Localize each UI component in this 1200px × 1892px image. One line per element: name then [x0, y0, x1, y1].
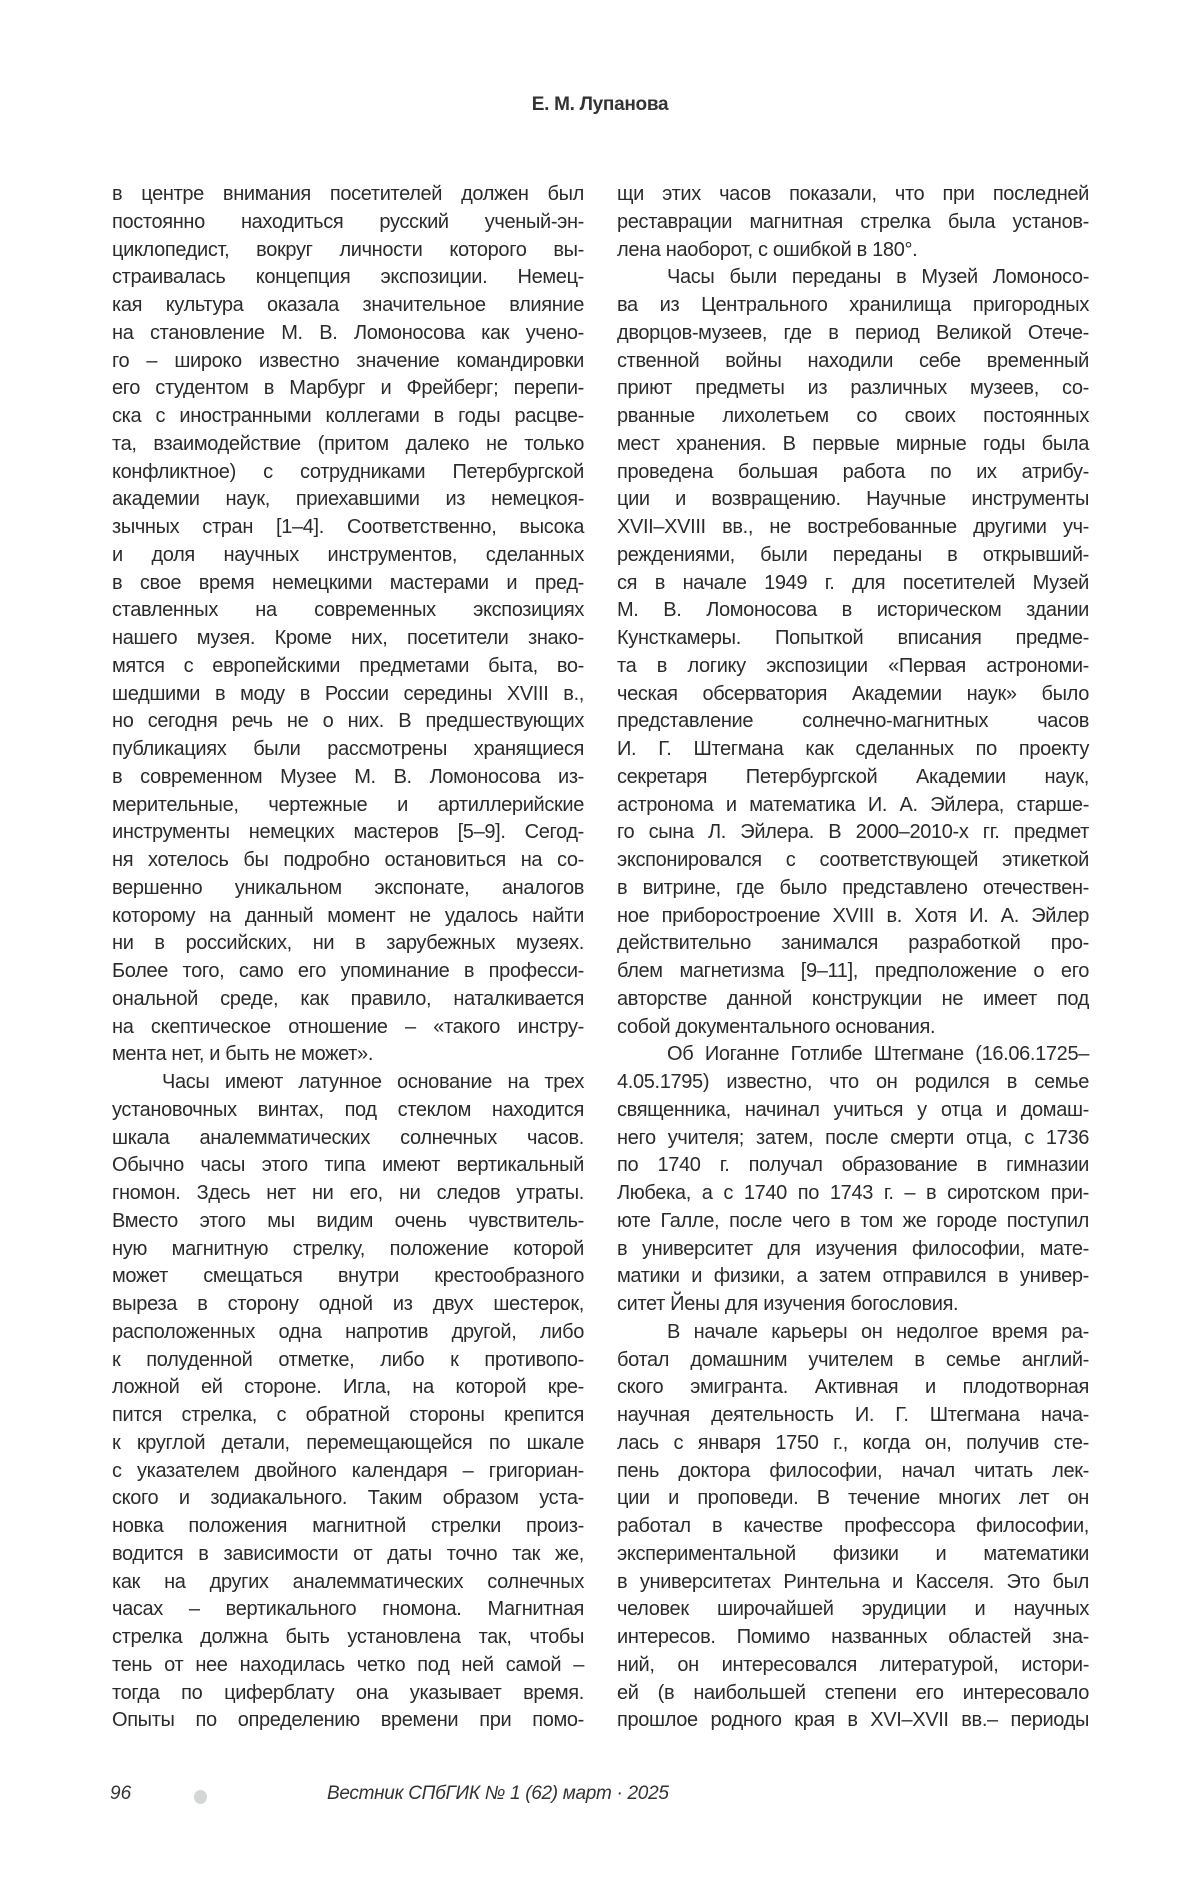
journal-title: Вестник СПбГИК № 1 (62) март · 2025	[327, 1783, 669, 1804]
text-line: ческая обсерватория Академии наук» было	[617, 682, 1089, 705]
text-line: гномон. Здесь нет ни его, ни следов утраты.	[112, 1182, 584, 1204]
text-line: Вместо этого мы видим очень чувствитель-	[112, 1209, 584, 1232]
text-line: та, взаимодействие (притом далеко не только	[112, 432, 584, 455]
text-line: экспонировался с соответствующей этикеткой	[617, 849, 1089, 871]
text-line: го – широко известно значение командировки	[112, 349, 584, 372]
text-line: часах – вертикального гномона. Магнитная	[112, 1598, 584, 1621]
text-line: зычных стран [1–4]. Соответственно, высока	[112, 516, 584, 538]
text-line: Любека, а с 1740 по 1743 г. – в сиротском при-	[617, 1182, 1089, 1204]
text-line: астронома и математика И. А. Эйлера, старше-	[617, 793, 1089, 816]
text-line: ся в начале 1949 г. для посетителей Музей	[617, 571, 1089, 594]
text-line: го сына Л. Эйлера. В 2000–2010-х гг. предмет	[617, 821, 1089, 844]
text-line: ни в российских, ни в зарубежных музеях.	[112, 932, 584, 955]
left-column	[112, 181, 584, 1735]
text-line: Обычно часы этого типа имеют вертикальный	[112, 1154, 584, 1177]
text-line: к полуденной отметке, либо к противопо-	[112, 1348, 584, 1371]
text-line: лена наоборот, с ошибкой в 180°.	[617, 238, 918, 261]
text-line: Опыты по определению времени при помо-	[112, 1709, 584, 1732]
text-line: Часы имеют латунное основание на трех	[162, 1071, 584, 1093]
text-line: экспериментальной физики и математики	[617, 1542, 1089, 1565]
text-line: циклопедист, вокруг личности которого вы-	[112, 238, 584, 261]
text-line: Часы были переданы в Музей Ломоносо-	[667, 266, 1089, 289]
paragraph	[112, 181, 584, 1069]
text-line: ональной среде, как правило, наталкивается	[112, 987, 584, 1010]
text-line: ную магнитную стрелку, положение которой	[112, 1237, 584, 1260]
text-line: ва из Центрального хранилища пригородных	[617, 294, 1089, 316]
text-line: ей (в наибольшей степени его интересовало	[617, 1681, 1089, 1704]
text-line: шедшими в моду в России середины XVIII в.,	[112, 682, 584, 705]
text-line: 4.05.1795) известно, что он родился в семье	[617, 1071, 1089, 1093]
text-line: пень доктора философии, начал читать лек-	[617, 1459, 1089, 1482]
text-line: ня хотелось бы подробно остановиться на со-	[112, 849, 584, 871]
text-line: интересов. Помимо названных областей зна-	[617, 1626, 1089, 1648]
text-line: водится в зависимости от даты точно так же,	[112, 1542, 584, 1565]
text-line: юте Галле, после чего в том же городе поступил	[617, 1209, 1089, 1232]
text-line: установочных винтах, под стеклом находится	[112, 1098, 584, 1121]
text-line: на становление М. В. Ломоносова как учено-	[112, 321, 584, 344]
text-line: мест хранения. В первые мирные годы была	[617, 432, 1089, 455]
text-line: ственной войны находили себе временный	[617, 349, 1089, 372]
text-line: и доля научных инструментов, сделанных	[112, 543, 584, 566]
footer-dot-icon	[194, 1790, 207, 1804]
text-line: щи этих часов показали, что при последней	[617, 183, 1089, 205]
page-number: 96	[110, 1783, 132, 1804]
text-line: постоянно находиться русский ученый-эн-	[112, 210, 584, 233]
text-line: пится стрелка, с обратной стороны крепится	[112, 1404, 584, 1426]
text-line: дворцов-музеев, где в период Великой Отече-	[617, 321, 1089, 344]
text-line: ставленных на современных экспозициях	[112, 599, 584, 622]
text-line: в центре внимания посетителей должен был	[112, 183, 584, 205]
text-line: публикациях были рассмотрены хранящиеся	[112, 738, 584, 760]
text-line: академии наук, приехавшими из немецкоя-	[112, 488, 584, 511]
text-line: Кунсткамеры. Попыткой вписания предме-	[617, 627, 1089, 649]
text-line: прошлое родного края в XVI–XVII вв.– периоды	[617, 1709, 1089, 1732]
running-head-author: Е. М. Лупанова	[531, 94, 669, 115]
text-line: ситет Йены для изучения богословия.	[617, 1293, 959, 1315]
text-line: но сегодня речь не о них. В предшествующих	[112, 710, 584, 733]
text-line: блем магнетизма [9–11], предположение о его	[617, 960, 1089, 982]
text-line: ложной ей стороне. Игла, на которой кре-	[112, 1376, 584, 1399]
text-line: ботал домашним учителем в семье англий-	[617, 1348, 1089, 1371]
text-line: тогда по циферблату она указывает время.	[112, 1681, 584, 1704]
right-column	[617, 181, 1089, 1735]
text-line: реждениями, были переданы в открывший-	[617, 543, 1089, 566]
text-line: И. Г. Штегмана как сделанных по проекту	[617, 738, 1089, 760]
paragraph	[617, 264, 1089, 1041]
text-line: мятся с европейскими предметами быта, во-	[112, 654, 584, 677]
text-line: проведена большая работа по их атрибу-	[617, 460, 1089, 483]
text-line: ции и возвращению. Научные инструменты	[617, 488, 1089, 511]
text-line: матики и физики, а затем отправился в универ-	[617, 1265, 1089, 1288]
paragraph	[617, 181, 1089, 264]
text-line: Более того, само его упоминание в професси-	[112, 960, 584, 982]
text-line: XVII–XVIII вв., не востребованные другими уч-	[617, 516, 1089, 538]
text-line: в университетах Ринтельна и Касселя. Это был	[617, 1570, 1089, 1593]
text-line: человек широчайшей эрудиции и научных	[617, 1598, 1089, 1621]
text-line: ции и проповеди. В течение многих лет он	[617, 1487, 1089, 1510]
text-line: ского и зодиакального. Таким образом уста-	[112, 1487, 584, 1510]
text-line: священника, начинал учиться у отца и домаш-	[617, 1098, 1089, 1121]
text-line: него учителя; затем, после смерти отца, с 1736	[617, 1126, 1089, 1149]
text-line: страивалась концепция экспозиции. Немец-	[112, 266, 584, 289]
text-line: инструменты немецких мастеров [5–9]. Сегод-	[112, 821, 584, 844]
text-line: М. В. Ломоносова в историческом здании	[617, 599, 1089, 622]
paragraph	[112, 1069, 584, 1735]
text-line: В начале карьеры он недолгое время ра-	[667, 1320, 1089, 1343]
text-line: расположенных одна напротив другой, либо	[112, 1320, 584, 1343]
paragraph	[617, 1319, 1089, 1735]
text-line: рванные лихолетьем со своих постоянных	[617, 405, 1089, 427]
text-line: к круглой детали, перемещающейся по шкале	[112, 1431, 584, 1454]
text-line: вершенно уникальном экспонате, аналогов	[112, 876, 584, 899]
paragraph	[617, 1041, 1089, 1319]
text-line: тень от нее находилась четко под ней самой –	[112, 1653, 584, 1676]
text-line: конфликтное) с сотрудниками Петербургской	[112, 460, 584, 483]
text-line: мерительные, чертежные и артиллерийские	[112, 793, 584, 816]
text-line: лась с января 1750 г., когда он, получив сте-	[617, 1431, 1089, 1454]
text-line: научная деятельность И. Г. Штегмана нача-	[617, 1404, 1089, 1426]
text-line: нашего музея. Кроме них, посетители знако-	[112, 627, 584, 649]
text-line: действительно занимался разработкой про-	[617, 932, 1089, 955]
text-line: как на других аналемматических солнечных	[112, 1570, 584, 1593]
text-line: в витрине, где было представлено отечествен-	[617, 876, 1089, 899]
text-line: ное приборостроение XVIII в. Хотя И. А. Эйлер	[617, 904, 1089, 927]
page-footer	[0, 1783, 1200, 1813]
text-line: секретаря Петербургской Академии наук,	[617, 765, 1089, 788]
text-line: мента нет, и быть не может».	[112, 1043, 374, 1066]
text-line: Об Иоганне Готлибе Штегмане (16.06.1725–	[667, 1043, 1089, 1066]
text-line: та в логику экспозиции «Первая астрономи-	[617, 654, 1089, 677]
text-line: в современном Музее М. В. Ломоносова из-	[112, 765, 584, 788]
text-line: в университет для изучения философии, мате-	[617, 1237, 1089, 1260]
text-line: ского эмигранта. Активная и плодотворная	[617, 1376, 1089, 1399]
text-line: может смещаться внутри крестообразного	[112, 1265, 584, 1288]
text-line: его студентом в Марбург и Фрейберг; перепи-	[112, 377, 584, 400]
text-line: собой документального основания.	[617, 1015, 936, 1038]
text-line: на скептическое отношение – «такого инстру-	[112, 1015, 584, 1038]
text-line: работал в качестве профессора философии,	[617, 1515, 1089, 1537]
text-line: шкала аналемматических солнечных часов.	[112, 1126, 584, 1149]
text-line: представление солнечно-магнитных часов	[617, 710, 1089, 733]
text-line: кая культура оказала значительное влияние	[112, 294, 584, 316]
text-line: ска с иностранными коллегами в годы расцве-	[112, 405, 584, 427]
text-line: ний, он интересовался литературой, истори-	[617, 1653, 1089, 1676]
text-line: реставрации магнитная стрелка была установ-	[617, 210, 1089, 233]
text-line: новка положения магнитной стрелки произ-	[112, 1515, 584, 1537]
text-line: которому на данный момент не удалось найти	[112, 904, 584, 927]
text-line: с указателем двойного календаря – григориан-	[112, 1459, 584, 1482]
text-line: по 1740 г. получал образование в гимназии	[617, 1154, 1089, 1177]
text-line: выреза в сторону одной из двух шестерок,	[112, 1293, 584, 1315]
text-line: приют предметы из различных музеев, со-	[617, 377, 1089, 400]
text-line: в свое время немецкими мастерами и пред-	[112, 571, 584, 594]
text-line: стрелка должна быть установлена так, чтобы	[112, 1626, 584, 1648]
text-line: авторстве данной конструкции не имеет под	[617, 987, 1089, 1010]
